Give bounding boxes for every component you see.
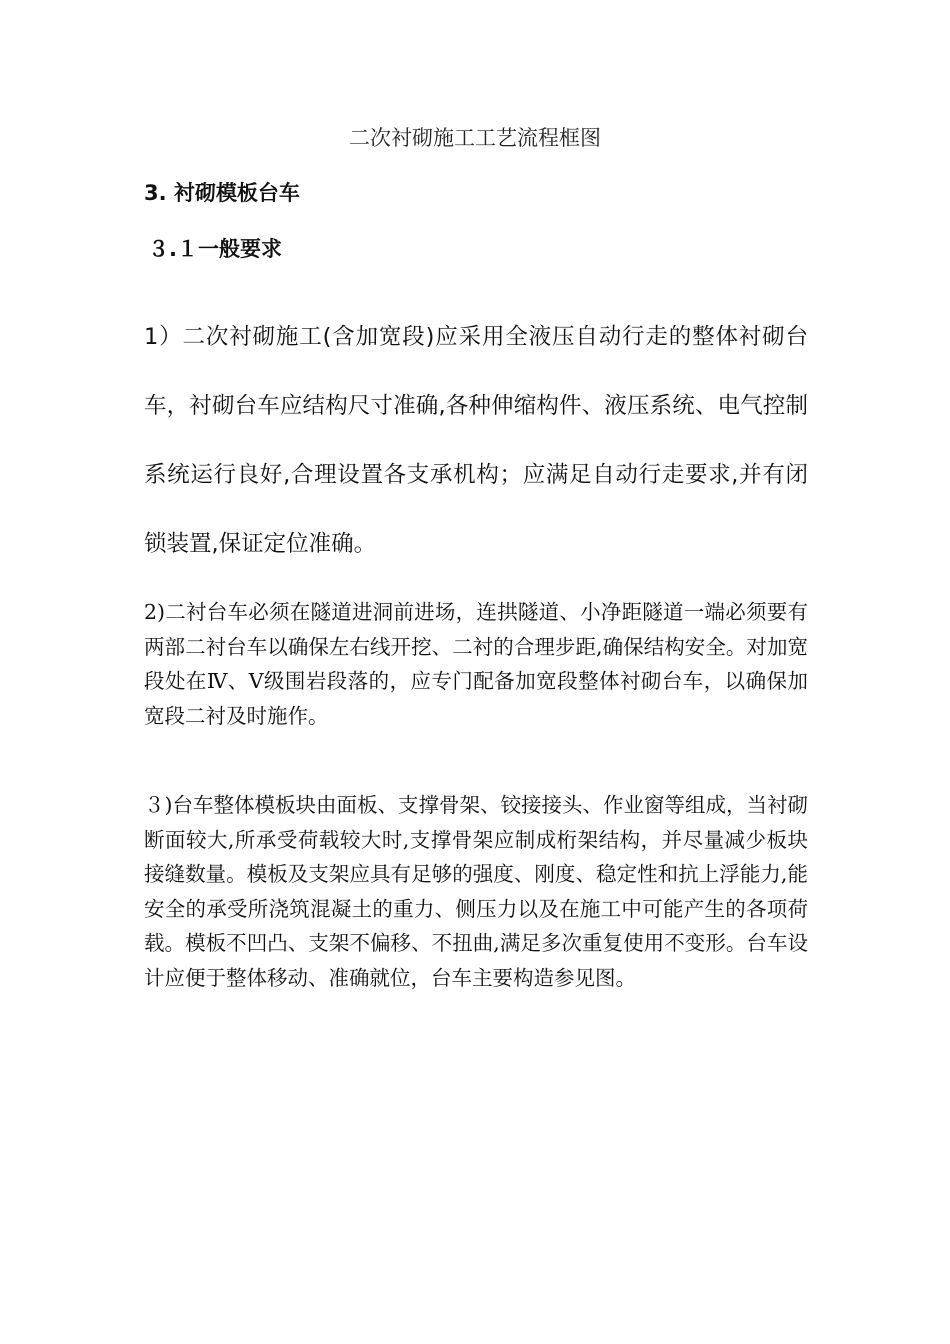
paragraph-3: ３)台车整体模板块由面板、支撑骨架、铰接接头、作业窗等组成，当衬砌断面较大,所承受荷载较大时,支撑骨架应制成桁架结构，并尽量减少板块接缝数量。模板及支架应具有足够的强度、刚度、稳定性和抗上浮能力,能安全的承受所浇筑混凝土的重力、侧压力以及在施工中可能产生的各项荷载。模板不凹凸、支架不偏移、不扭曲,满足多次重复使用不变形。台车设计应便于整体移动、准确就位，台车主要构造参见图。 bbox=[144, 793, 808, 990]
figure-caption: 二次衬砌施工工艺流程框图 bbox=[349, 126, 601, 150]
subsection-heading: ３.１一般要求 bbox=[148, 237, 282, 261]
paragraph-2: 2)二衬台车必须在隧道进洞前进场，连拱隧道、小净距隧道一端必须要有两部二衬台车以确保左右线开挖、二衬的合理步距,确保结构安全。对加宽段处在Ⅳ、Ⅴ级围岩段落的，应专门配备加宽段整体衬砌台车，以确保加宽段二衬及时施作。 bbox=[144, 600, 808, 728]
section-heading: 3. 衬砌模板台车 bbox=[144, 181, 300, 205]
paragraph-1: 1）二次衬砌施工(含加宽段)应采用全液压自动行走的整体衬砌台车，衬砌台车应结构尺寸准确,各种伸缩构件、液压系统、电气控制系统运行良好,合理设置各支承机构；应满足自动行走要求,并有闭锁装置,保证定位准确。 bbox=[144, 324, 808, 557]
